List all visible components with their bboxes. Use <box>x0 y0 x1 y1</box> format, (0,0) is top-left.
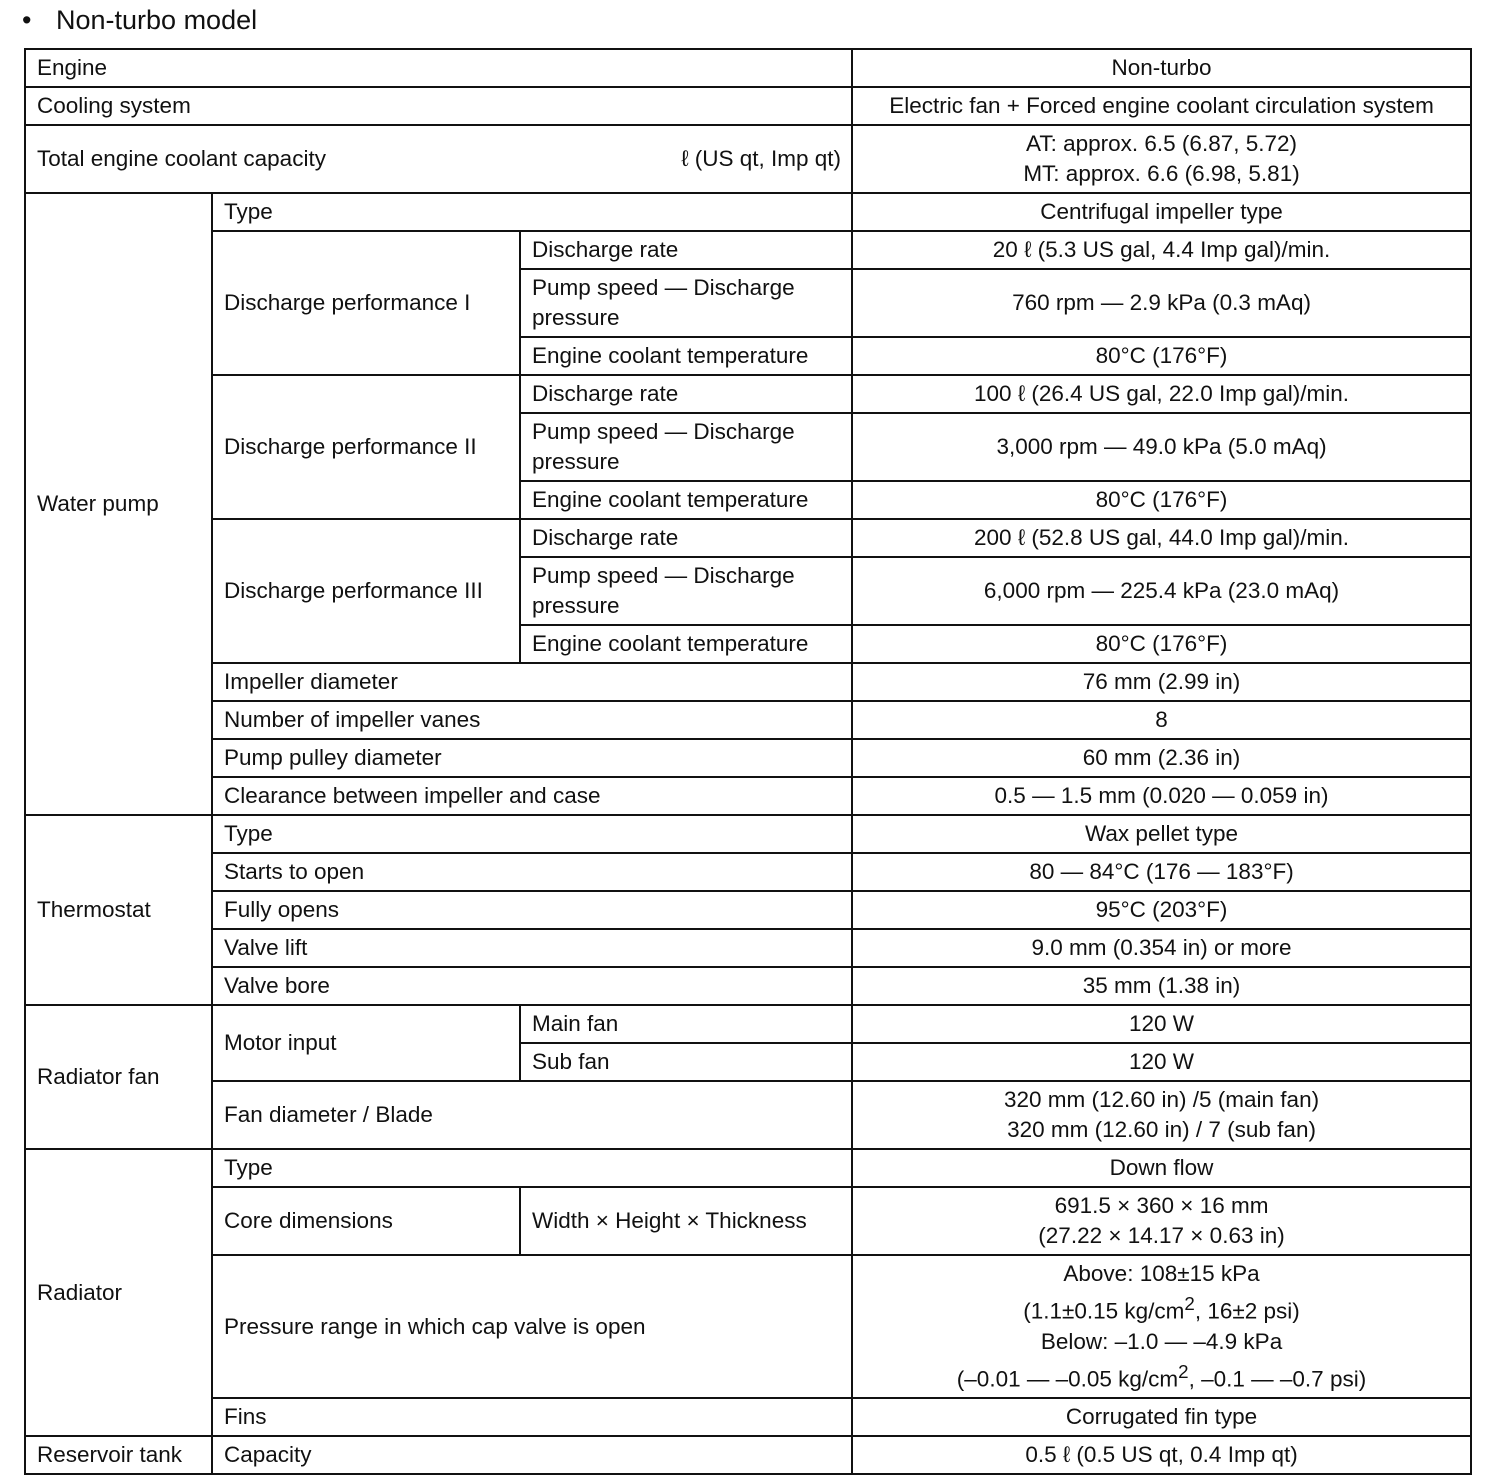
perf-3-speed-value: 6,000 rpm — 225.4 kPa (23.0 mAq) <box>852 557 1471 625</box>
coolant-spec-table <box>24 48 1472 1475</box>
table-row <box>25 87 1471 125</box>
fins-value: Corrugated fin type <box>852 1398 1471 1436</box>
perf-1-rate-value: 20 ℓ (5.3 US gal, 4.4 Imp gal)/min. <box>852 231 1471 269</box>
cap-pressure-above: Above: 108±15 kPa <box>1063 1261 1260 1286</box>
thermostat-full-label: Fully opens <box>212 891 852 929</box>
vanes-value: 8 <box>852 701 1471 739</box>
table-row <box>25 49 1471 87</box>
motor-input-label: Motor input <box>212 1005 520 1081</box>
thermostat-full-value: 95°C (203°F) <box>852 891 1471 929</box>
clearance-label: Clearance between impeller and case <box>212 777 852 815</box>
perf-1-temp-value: 80°C (176°F) <box>852 337 1471 375</box>
table-row <box>25 1255 1471 1398</box>
table-row <box>25 663 1471 701</box>
bullet-icon: • <box>22 5 32 35</box>
cap-pressure-above-metric-b: , 16±2 psi) <box>1194 1298 1300 1324</box>
cap-pressure-below-metric <box>859 1357 1464 1395</box>
engine-value: Non-turbo <box>852 49 1471 87</box>
fan-blade-value-sub: 320 mm (12.60 in) / 7 (sub fan) <box>1007 1117 1316 1142</box>
perf-3-speed-label-2: pressure <box>532 593 620 618</box>
table-row <box>25 1398 1471 1436</box>
core-dimensions-label: Core dimensions <box>212 1187 520 1255</box>
fan-blade-value-main: 320 mm (12.60 in) /5 (main fan) <box>1003 1087 1320 1112</box>
perf-2-rate-label: Discharge rate <box>520 375 852 413</box>
fins-label: Fins <box>212 1398 852 1436</box>
table-row <box>25 1436 1471 1474</box>
perf-2-temp-value: 80°C (176°F) <box>852 481 1471 519</box>
table-row <box>25 375 1471 413</box>
core-dimensions-mm: 691.5 × 360 × 16 mm <box>1054 1193 1269 1218</box>
cap-pressure-value <box>852 1255 1471 1398</box>
cap-pressure-below-sup: 2 <box>1178 1360 1189 1382</box>
table-row <box>25 231 1471 269</box>
thermostat-bore-label: Valve bore <box>212 967 852 1005</box>
reservoir-capacity-value: 0.5 ℓ (0.5 US qt, 0.4 Imp qt) <box>852 1436 1471 1474</box>
radiator-fan-label: Radiator fan <box>25 1005 212 1149</box>
thermostat-start-value: 80 — 84°C (176 — 183°F) <box>852 853 1471 891</box>
perf-1-speed-value: 760 rpm — 2.9 kPa (0.3 mAq) <box>852 269 1471 337</box>
table-row <box>25 701 1471 739</box>
perf-3-rate-value: 200 ℓ (52.8 US gal, 44.0 Imp gal)/min. <box>852 519 1471 557</box>
perf-3-speed-label <box>520 557 852 625</box>
table-row <box>25 1187 1471 1255</box>
sub-fan-value: 120 W <box>852 1043 1471 1081</box>
total-capacity-unit: ℓ (US qt, Imp qt) <box>681 146 842 171</box>
cap-pressure-label: Pressure range in which cap valve is open <box>212 1255 852 1398</box>
capacity-mt: MT: approx. 6.6 (6.98, 5.81) <box>1023 161 1300 186</box>
cap-pressure-below-metric-a: (–0.01 — –0.05 kg/cm <box>956 1366 1179 1391</box>
impeller-diameter-value: 76 mm (2.99 in) <box>852 663 1471 701</box>
pulley-value: 60 mm (2.36 in) <box>852 739 1471 777</box>
table-row <box>25 929 1471 967</box>
cap-pressure-above-metric <box>859 1289 1464 1327</box>
perf-1-speed-label-1: Pump speed — Discharge <box>532 275 795 300</box>
perf-1-rate-label: Discharge rate <box>520 231 852 269</box>
reservoir-label: Reservoir tank <box>25 1436 212 1474</box>
cap-pressure-above-sup: 2 <box>1184 1293 1195 1314</box>
fan-blade-label: Fan diameter / Blade <box>212 1081 852 1149</box>
water-pump-label: Water pump <box>25 193 212 815</box>
radiator-label: Radiator <box>25 1149 212 1436</box>
table-row <box>25 1005 1471 1043</box>
clearance-value: 0.5 — 1.5 mm (0.020 — 0.059 in) <box>852 777 1471 815</box>
cap-pressure-below: Below: –1.0 — –4.9 kPa <box>1040 1328 1283 1354</box>
thermostat-lift-label: Valve lift <box>212 929 852 967</box>
thermostat-start-label: Starts to open <box>212 853 852 891</box>
perf-1-temp-label: Engine coolant temperature <box>520 337 852 375</box>
thermostat-bore-value: 35 mm (1.38 in) <box>852 967 1471 1005</box>
page-heading <box>22 4 257 36</box>
perf-3-speed-label-1: Pump speed — Discharge <box>532 563 795 588</box>
table-row <box>25 853 1471 891</box>
capacity-at: AT: approx. 6.5 (6.87, 5.72) <box>1026 131 1298 156</box>
perf-1-speed-label <box>520 269 852 337</box>
fan-blade-value <box>852 1081 1471 1149</box>
table-row <box>25 1081 1471 1149</box>
perf-2-label: Discharge performance II <box>212 375 520 519</box>
perf-2-speed-value: 3,000 rpm — 49.0 kPa (5.0 mAq) <box>852 413 1471 481</box>
main-fan-value: 120 W <box>852 1005 1471 1043</box>
table-row <box>25 815 1471 853</box>
total-capacity-label: Total engine coolant capacity <box>37 146 326 171</box>
total-capacity-cell <box>25 125 852 193</box>
core-dimensions-in: (27.22 × 14.17 × 0.63 in) <box>1038 1223 1285 1248</box>
perf-2-speed-label <box>520 413 852 481</box>
perf-2-speed-label-1: Pump speed — Discharge <box>532 419 795 444</box>
table-row <box>25 891 1471 929</box>
table-row <box>25 777 1471 815</box>
total-capacity-value <box>852 125 1471 193</box>
table-row <box>25 1149 1471 1187</box>
vanes-label: Number of impeller vanes <box>212 701 852 739</box>
thermostat-type-label: Type <box>212 815 852 853</box>
engine-label: Engine <box>25 49 852 87</box>
sub-fan-label: Sub fan <box>520 1043 852 1081</box>
cap-pressure-below-metric-b: , –0.1 — –0.7 psi) <box>1188 1366 1367 1391</box>
perf-2-rate-value: 100 ℓ (26.4 US gal, 22.0 Imp gal)/min. <box>852 375 1471 413</box>
reservoir-capacity-label: Capacity <box>212 1436 852 1474</box>
radiator-type-value: Down flow <box>852 1149 1471 1187</box>
perf-3-rate-label: Discharge rate <box>520 519 852 557</box>
table-row <box>25 519 1471 557</box>
table-row <box>25 739 1471 777</box>
table-row <box>25 967 1471 1005</box>
perf-3-label: Discharge performance III <box>212 519 520 663</box>
thermostat-label: Thermostat <box>25 815 212 1005</box>
perf-1-label: Discharge performance I <box>212 231 520 375</box>
perf-2-speed-label-2: pressure <box>532 449 620 474</box>
radiator-type-label: Type <box>212 1149 852 1187</box>
core-dimensions-value <box>852 1187 1471 1255</box>
main-fan-label: Main fan <box>520 1005 852 1043</box>
cap-pressure-above-metric-a: (1.1±0.15 kg/cm <box>1023 1298 1185 1324</box>
heading-title: Non-turbo model <box>56 5 258 35</box>
perf-3-temp-value: 80°C (176°F) <box>852 625 1471 663</box>
cooling-system-value: Electric fan + Forced engine coolant circulation system <box>852 87 1471 125</box>
water-pump-type-value: Centrifugal impeller type <box>852 193 1471 231</box>
cooling-system-label: Cooling system <box>25 87 852 125</box>
table-row <box>25 193 1471 231</box>
thermostat-type-value: Wax pellet type <box>852 815 1471 853</box>
table-row <box>25 125 1471 193</box>
perf-3-temp-label: Engine coolant temperature <box>520 625 852 663</box>
impeller-diameter-label: Impeller diameter <box>212 663 852 701</box>
pulley-label: Pump pulley diameter <box>212 739 852 777</box>
water-pump-type-label: Type <box>212 193 852 231</box>
perf-1-speed-label-2: pressure <box>532 305 620 330</box>
core-dimensions-sub-label: Width × Height × Thickness <box>520 1187 852 1255</box>
perf-2-temp-label: Engine coolant temperature <box>520 481 852 519</box>
thermostat-lift-value: 9.0 mm (0.354 in) or more <box>852 929 1471 967</box>
